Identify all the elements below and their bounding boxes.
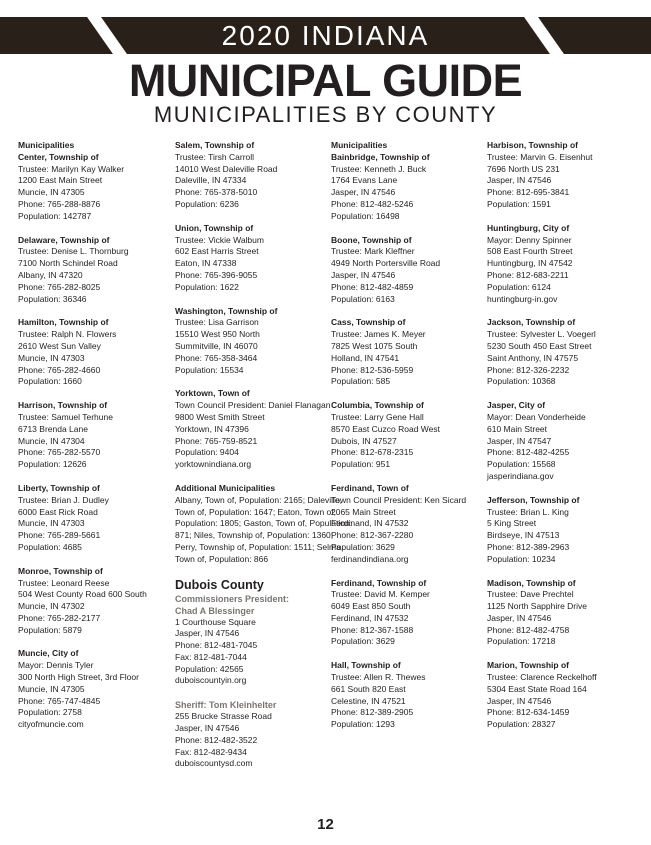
entry-line: Population: 15568 (487, 459, 556, 470)
entry-line: 8570 East Cuzco Road West (331, 423, 440, 434)
entry-line: Saint Anthony, IN 47575 (487, 352, 579, 363)
entry-heading: Municipalities (331, 140, 388, 150)
entry-line: Phone: 765-396-9055 (175, 269, 258, 280)
entry-line: Town Council President: Ken Sicard (331, 494, 467, 505)
entry-line: Population: 15534 (175, 364, 244, 375)
entry-line: Town of, Population: 1647; Eaton, Town of, (175, 506, 336, 517)
directory-entry (487, 578, 639, 649)
entry-line: Trustee: Leonard Reese (18, 577, 110, 588)
directory-entry (175, 223, 327, 294)
entry-line: Trustee: Tirsh Carroll (175, 151, 255, 162)
entry-line: Trustee: Brian L. King (487, 506, 569, 517)
entry-line: Population: 42565 (175, 663, 244, 674)
entry-line: Phone: 765-282-8025 (18, 281, 101, 292)
entry-line: Trustee: James K. Meyer (331, 329, 426, 340)
entry-heading: Madison, Township of (487, 577, 576, 588)
entry-line: Ferdinand, IN 47532 (331, 612, 409, 623)
entry-line: Perry, Township of, Population: 1511; Selma, (175, 541, 344, 552)
entry-heading: Huntingburg, City of (487, 222, 570, 233)
entry-line: Population: 17218 (487, 636, 556, 647)
entry-line: Population: 28327 (487, 719, 556, 730)
entry-line: Daleville, IN 47334 (175, 175, 247, 186)
entry-heading: Bainbridge, Township of (331, 151, 430, 162)
entry-line: Albany, Town of, Population: 2165; Daleville, (175, 494, 342, 505)
entry-line: Trustee: Marilyn Kay Walker (18, 163, 125, 174)
entry-heading: Cass, Township of (331, 317, 406, 328)
entry-line: 15510 West 950 North (175, 329, 260, 340)
entry-line: Population: 1805; Gaston, Town of, Population: (175, 518, 353, 529)
entry-line: 9800 West Smith Street (175, 411, 265, 422)
entry-heading: Washington, Township of (175, 305, 278, 316)
entry-line: Population: 4685 (18, 541, 82, 552)
entry-line: Phone: 812-481-7045 (175, 640, 258, 651)
entry-heading: Jefferson, Township of (487, 494, 580, 505)
entry-line: Jasper, IN 47546 (487, 695, 552, 706)
entry-line: Population: 6124 (487, 281, 551, 292)
entry-line: Phone: 812-482-5246 (331, 198, 414, 209)
county-heading: Dubois County (175, 577, 264, 592)
entry-line: 1 Courthouse Square (175, 616, 256, 627)
entry-line: Trustee: Marvin G. Eisenhut (487, 151, 593, 162)
entry-heading: Hall, Township of (331, 660, 401, 671)
entry-line: 7696 North US 231 (487, 163, 560, 174)
entry-line: cityofmuncie.com (18, 719, 84, 730)
entry-line: 610 Main Street (487, 423, 548, 434)
directory-entry (331, 317, 483, 388)
entry-line: Jasper, IN 47546 (487, 175, 552, 186)
entry-line: Trustee: Sylvester L. Voegerl (487, 329, 596, 340)
entry-heading: Delaware, Township of (18, 234, 110, 245)
entry-line: Phone: 812-482-4859 (331, 281, 414, 292)
directory-entry (487, 660, 639, 731)
entry-line: Trustee: Vickie Walbum (175, 234, 264, 245)
entry-line: Summitville, IN 46070 (175, 340, 258, 351)
entry-line: Population: 10234 (487, 553, 556, 564)
entry-heading: Yorktown, Town of (175, 388, 250, 399)
directory-entry (331, 660, 483, 731)
entry-line: Population: 9404 (175, 447, 239, 458)
entry-line: Phone: 812-389-2905 (331, 707, 414, 718)
entry-line: Eaton, IN 47338 (175, 258, 237, 269)
entry-line: Trustee: David M. Kemper (331, 589, 430, 600)
entry-line: Population: 3629 (331, 636, 395, 647)
entry-line: Trustee: Larry Gene Hall (331, 411, 424, 422)
directory-entry (18, 140, 170, 223)
entry-line: Town Council President: Daniel Flanagan (175, 400, 331, 411)
entry-line: jasperindiana.gov (487, 470, 554, 481)
entry-line: Population: 951 (331, 459, 391, 470)
entry-heading: Union, Township of (175, 222, 254, 233)
entry-heading: Chad A Blessinger (175, 605, 255, 616)
entry-line: Trustee: Allen R. Thewes (331, 672, 426, 683)
entry-line: Population: 1591 (487, 198, 551, 209)
entry-line: Trustee: Mark Kleffner (331, 246, 415, 257)
entry-line: Muncie, IN 47303 (18, 352, 85, 363)
entry-line: Phone: 765-282-2177 (18, 612, 101, 623)
directory-entry (18, 648, 170, 731)
entry-line: Trustee: Brian J. Dudley (18, 494, 109, 505)
entry-line: Jasper, IN 47546 (331, 187, 396, 198)
entry-line: ferdinandindiana.org (331, 553, 409, 564)
entry-line: 508 East Fourth Street (487, 246, 573, 257)
directory-entry (487, 140, 639, 211)
entry-heading: Jasper, City of (487, 400, 546, 411)
entry-line: Population: 2758 (18, 707, 82, 718)
entry-line: Mayor: Denny Spinner (487, 234, 572, 245)
entry-line: Trustee: Ralph N. Flowers (18, 329, 117, 340)
entry-line: Fax: 812-481-7044 (175, 651, 247, 662)
entry-line: 1200 East Main Street (18, 175, 103, 186)
page-number: 12 (317, 816, 334, 833)
entry-heading: Monroe, Township of (18, 565, 103, 576)
entry-line: Muncie, IN 47302 (18, 601, 85, 612)
entry-line: Trustee: Kenneth J. Buck (331, 163, 427, 174)
column-3 (331, 140, 483, 743)
entry-line: Population: 1622 (175, 281, 239, 292)
entry-line: Ferdinand, IN 47532 (331, 518, 409, 529)
page-subtitle: MUNICIPALITIES BY COUNTY (153, 102, 498, 127)
entry-line: Phone: 765-282-5570 (18, 447, 101, 458)
entry-line: Jasper, IN 47546 (487, 612, 552, 623)
entry-line: Population: 5879 (18, 624, 82, 635)
entry-line: Phone: 765-747-4845 (18, 695, 101, 706)
banner-title: 2020 INDIANA (221, 20, 430, 51)
entry-line: Town of, Population: 866 (175, 553, 269, 564)
column-1 (18, 140, 170, 743)
entry-line: 5230 South 450 East Street (487, 340, 592, 351)
entry-line: 6000 East Rick Road (18, 506, 98, 517)
directory-entry (175, 699, 327, 770)
entry-heading: Muncie, City of (18, 648, 79, 659)
directory-entry (175, 306, 327, 377)
entry-line: Celestine, IN 47521 (331, 695, 406, 706)
entry-line: 602 East Harris Street (175, 246, 259, 257)
entry-line: 5 King Street (487, 518, 537, 529)
entry-line: Phone: 765-289-5661 (18, 530, 101, 541)
entry-line: Phone: 812-367-2280 (331, 530, 414, 541)
entry-line: Holland, IN 47541 (331, 352, 400, 363)
entry-line: yorktownindiana.org (175, 459, 252, 470)
entry-line: Trustee: Clarence Reckelhoff (487, 672, 597, 683)
entry-line: 5304 East State Road 164 (487, 683, 587, 694)
column-2 (175, 140, 353, 782)
entry-line: 255 Brucke Strasse Road (175, 711, 272, 722)
entry-line: Mayor: Dean Vonderheide (487, 411, 586, 422)
entry-line: Albany, IN 47320 (18, 269, 83, 280)
entry-line: Fax: 812-482-9434 (175, 746, 247, 757)
entry-heading: Harrison, Township of (18, 400, 108, 411)
column-4 (487, 140, 639, 743)
entry-line: Phone: 812-634-1459 (487, 707, 570, 718)
directory-entry (487, 400, 639, 483)
entry-line: Phone: 812-678-2315 (331, 447, 414, 458)
directory-entry (331, 400, 483, 471)
directory-entry (18, 483, 170, 554)
entry-line: Mayor: Dennis Tyler (18, 660, 94, 671)
entry-line: Population: 1293 (331, 719, 395, 730)
entry-line: huntingburg-in.gov (487, 293, 558, 304)
entry-line: Population: 6236 (175, 198, 239, 209)
entry-line: Phone: 812-326-2232 (487, 364, 570, 375)
entry-heading: Ferdinand, Town of (331, 482, 409, 493)
directory-entry (18, 317, 170, 388)
entry-line: Dubois, IN 47527 (331, 435, 397, 446)
entry-line: Phone: 812-389-2963 (487, 541, 570, 552)
directory-entry (175, 388, 331, 471)
directory-entry (487, 495, 639, 566)
entry-line: 7825 West 1075 South (331, 340, 418, 351)
entry-line: Phone: 765-358-3464 (175, 352, 258, 363)
entry-line: Birdseye, IN 47513 (487, 530, 560, 541)
directory-entry (175, 140, 327, 211)
entry-heading: Additional Municipalities (175, 482, 276, 493)
entry-heading: Jackson, Township of (487, 317, 576, 328)
entry-line: 2610 West Sun Valley (18, 340, 101, 351)
directory-entry (18, 566, 170, 637)
directory-entry (18, 400, 170, 471)
entry-line: 871; Niles, Township of, Population: 1360; (175, 530, 334, 541)
entry-heading: Columbia, Township of (331, 400, 424, 411)
page-title: MUNICIPAL GUIDE (128, 55, 523, 106)
entry-line: Phone: 812-683-2211 (487, 269, 569, 280)
entry-line: Phone: 765-282-4660 (18, 364, 101, 375)
directory-entry (331, 483, 483, 566)
directory-entry (18, 235, 170, 306)
directory-entry (175, 482, 353, 566)
entry-line: 4949 North Portersville Road (331, 258, 441, 269)
entry-line: Population: 6163 (331, 293, 395, 304)
directory-entry (487, 317, 639, 388)
entry-line: 1764 Evans Lane (331, 175, 398, 186)
entry-line: Huntingburg, IN 47542 (487, 258, 573, 269)
entry-line: 300 North High Street, 3rd Floor (18, 672, 139, 683)
entry-line: Phone: 812-536-5959 (331, 364, 414, 375)
entry-heading: Harbison, Township of (487, 140, 578, 150)
entry-line: Population: 10368 (487, 376, 556, 387)
entry-heading: Sheriff: Tom Kleinhelter (175, 700, 277, 711)
directory-entry (487, 223, 639, 306)
directory-entry (331, 140, 483, 223)
entry-heading: Ferdinand, Township of (331, 577, 427, 588)
entry-line: 14010 West Daleville Road (175, 163, 278, 174)
entry-line: Muncie, IN 47304 (18, 435, 85, 446)
entry-line: Population: 585 (331, 376, 391, 387)
entry-line: 661 South 820 East (331, 683, 406, 694)
entry-heading: Commissioners President: (175, 593, 290, 604)
entry-line: Population: 12626 (18, 459, 87, 470)
entry-line: 6049 East 850 South (331, 601, 411, 612)
entry-line: Jasper, IN 47546 (331, 269, 396, 280)
entry-line: Phone: 812-482-4758 (487, 624, 570, 635)
entry-heading: Liberty, Township of (18, 482, 100, 493)
entry-line: Population: 16498 (331, 210, 400, 221)
entry-line: 6713 Brenda Lane (18, 423, 88, 434)
entry-heading: Municipalities (18, 140, 75, 150)
entry-heading: Hamilton, Township of (18, 317, 109, 328)
entry-line: Trustee: Dave Prechtel (487, 589, 574, 600)
entry-line: Yorktown, IN 47396 (175, 423, 249, 434)
entry-heading: Center, Township of (18, 151, 99, 162)
entry-line: Phone: 765-288-8876 (18, 198, 101, 209)
entry-line: Phone: 812-367-1588 (331, 624, 414, 635)
entry-line: Muncie, IN 47303 (18, 518, 85, 529)
entry-line: Trustee: Denise L. Thornburg (18, 246, 129, 257)
directory-entry (331, 235, 483, 306)
directory-entry (331, 578, 483, 649)
entry-line: 2065 Main Street (331, 506, 396, 517)
entry-line: Phone: 812-482-3522 (175, 734, 258, 745)
entry-line: Population: 142787 (18, 210, 92, 221)
entry-line: Jasper, IN 47546 (175, 723, 240, 734)
entry-line: Phone: 765-759-8521 (175, 435, 258, 446)
entry-line: Trustee: Lisa Garrison (175, 317, 259, 328)
entry-line: Jasper, IN 47547 (487, 435, 552, 446)
entry-line: Trustee: Samuel Terhune (18, 411, 113, 422)
entry-line: duboiscountysd.com (175, 758, 253, 769)
entry-heading: Boone, Township of (331, 234, 412, 245)
entry-heading: Marion, Township of (487, 660, 569, 671)
entry-line: Population: 36346 (18, 293, 87, 304)
entry-line: Jasper, IN 47546 (175, 628, 240, 639)
entry-line: 7100 North Schindel Road (18, 258, 118, 269)
entry-line: Muncie, IN 47305 (18, 187, 85, 198)
directory-entry (175, 593, 327, 688)
entry-line: 1125 North Sapphire Drive (487, 601, 588, 612)
entry-line: Phone: 812-482-4255 (487, 447, 570, 458)
entry-line: Population: 1660 (18, 376, 82, 387)
entry-line: 504 West County Road 600 South (18, 589, 147, 600)
entry-line: duboiscountyin.org (175, 675, 247, 686)
entry-line: Phone: 765-378-5010 (175, 187, 258, 198)
entry-line: Phone: 812-695-3841 (487, 187, 570, 198)
entry-heading: Salem, Township of (175, 140, 255, 150)
entry-line: Population: 3629 (331, 541, 395, 552)
entry-line: Muncie, IN 47305 (18, 683, 85, 694)
